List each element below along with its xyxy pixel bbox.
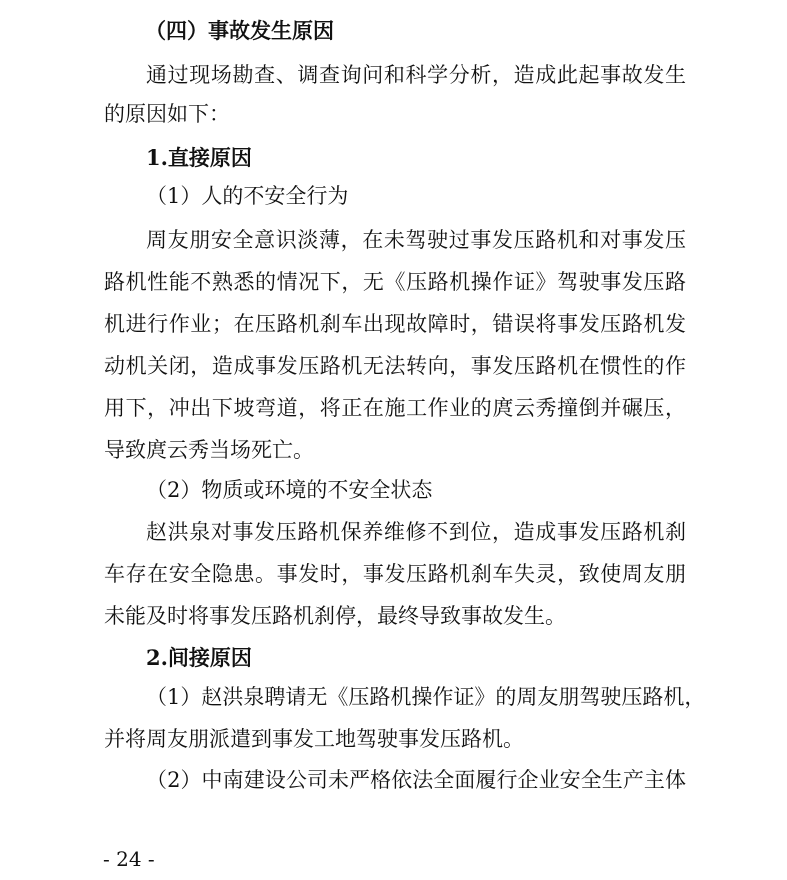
unsafe-behavior-subheading: （1）人的不安全行为: [146, 184, 349, 208]
page-number: - 24 -: [103, 847, 155, 871]
paragraph-line: 机进行作业；在压路机刹车出现故障时，错误将事发压路机发: [104, 312, 686, 336]
paragraph-line: 的原因如下：: [104, 102, 230, 126]
paragraph-line: 用下，冲出下坡弯道，将正在施工作业的庹云秀撞倒并碾压，: [104, 396, 686, 420]
paragraph-line: 导致庹云秀当场死亡。: [104, 438, 314, 462]
paragraph-line: （1）赵洪泉聘请无《压路机操作证》的周友朋驾驶压路机，: [146, 685, 706, 709]
direct-cause-heading: 1.直接原因: [146, 145, 252, 170]
paragraph-line: 周友朋安全意识淡薄，在未驾驶过事发压路机和对事发压: [146, 228, 686, 252]
unsafe-conditions-subheading: （2）物质或环境的不安全状态: [146, 478, 433, 502]
paragraph-line: 并将周友朋派遣到事发工地驾驶事发压路机。: [104, 727, 524, 751]
section-title: （四）事故发生原因: [145, 18, 334, 43]
indirect-cause-heading: 2.间接原因: [146, 645, 252, 670]
paragraph-line: 动机关闭，造成事发压路机无法转向，事发压路机在惯性的作: [104, 354, 686, 378]
paragraph-line: 通过现场勘查、调查询问和科学分析，造成此起事故发生: [146, 63, 686, 87]
paragraph-line: 未能及时将事发压路机刹停，最终导致事故发生。: [104, 604, 566, 628]
paragraph-line: 路机性能不熟悉的情况下，无《压路机操作证》驾驶事发压路: [104, 270, 686, 294]
paragraph-line: 车存在安全隐患。事发时，事发压路机刹车失灵，致使周友朋: [104, 562, 686, 586]
paragraph-line: （2）中南建设公司未严格依法全面履行企业安全生产主体: [146, 768, 686, 792]
paragraph-line: 赵洪泉对事发压路机保养维修不到位，造成事发压路机刹: [146, 520, 686, 544]
